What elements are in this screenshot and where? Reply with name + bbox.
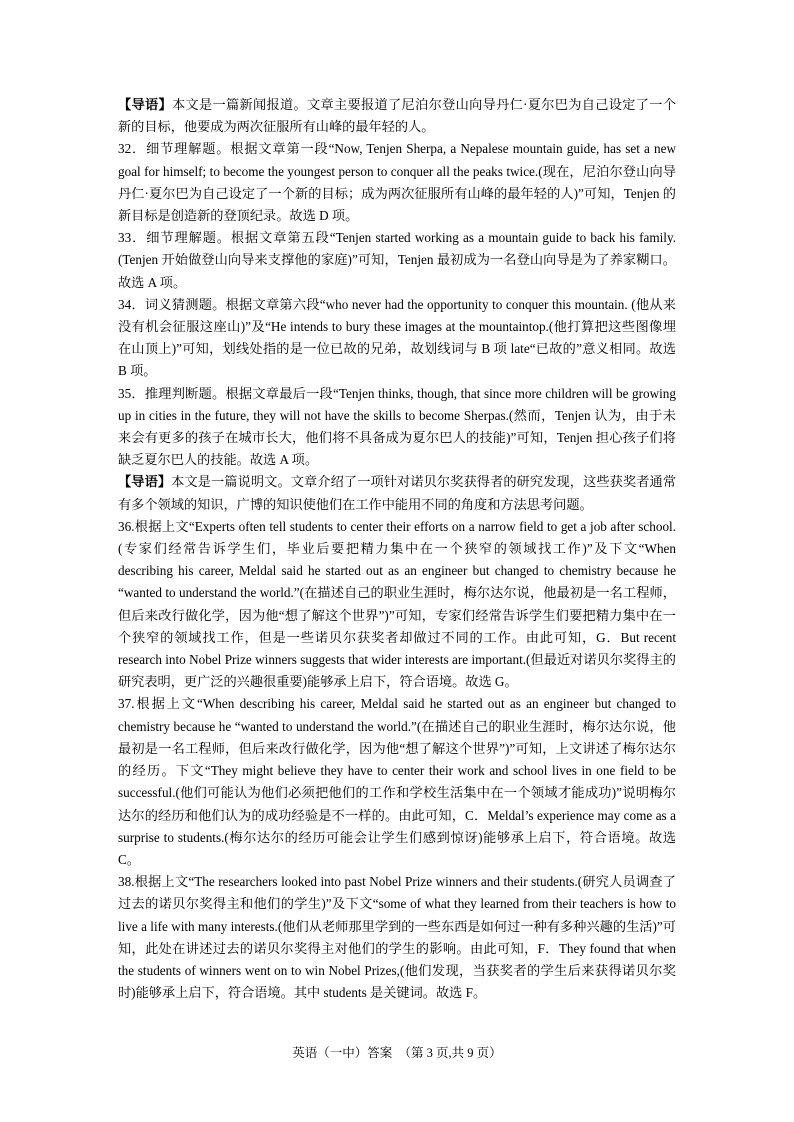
answer-text: 36.根据上文“Experts often tell students to center their efforts on a narrow field to get a job after school.(专家们经常告诉学生们，毕业后要把精力集中在一个狭窄的领域找工作)”及下文“When describing his career, Meldal said he started out as an engineer but changed to chemistry because he “wanted to understand the world.”(在描述自己的职业生涯时，梅尔达尔说，他最初是一名工程师，但后来改行做化学，因为他“想了解这个世界”)”可知，专家们经常告诉学生们要把精力集中在一个狭窄的领域找工作，但是一些诺贝尔获奖者却做过不同的工作。由此可知，G．But recent research into Nobel Prize winners suggests that wider interests are important.(但最近对诺贝尔奖得主的研究表明，更广泛的兴趣很重要)能够承上启下，符合语境。故选 G。	[118, 518, 676, 690]
answer-text: 37.根据上文“When describing his career, Meldal said he started out as an engineer but changed to chemistry because he “wanted to understand the world.”(在描述自己的职业生涯时，梅尔达尔说，他最初是一名工程师，但后来改行做化学，因为他“想了解这个世界”)”可知，上文讲述了梅尔达尔的经历。下文“They might believe they have to center their work and school lives in one field to be successful.(他们可能认为他们必须把他们的工作和学校生活集中在一个领域才能成功)”说明梅尔达尔的经历和他们认为的成功经验是不一样的。由此可知，C．Meldal’s experience may come as a surprise to students.(梅尔达尔的经历可能会让学生们感到惊讶)能够承上启下，符合语境。故选 C。	[118, 696, 676, 867]
answer-34	[118, 294, 676, 383]
page-footer: 英语（一中）答案 （第 3 页,共 9 页）	[292, 1046, 502, 1060]
intro-tag: 【导语】	[118, 474, 172, 490]
answer-text: 34．词义猜测题。根据文章第六段“who never had the opportunity to conquer this mountain. (他从来没有机会征服这座山)”及“He intends to bury these images at the mountaintop.(他打算把这些图像埋在山顶上)”可知，划线处指的是一位已故的兄弟，故划线词与 B 项 late“已故的”意义相同。故选 B 项。	[118, 296, 676, 379]
answer-37	[118, 693, 676, 871]
intro-tag: 【导语】	[118, 97, 173, 112]
answer-text: 38.根据上文“The researchers looked into past Nobel Prize winners and their students.(研究人员调查了过去的诺贝尔奖得主和他们的学生)”及下文“some of what they learned from their teachers is how to live a life with many interests.(他们从老师那里学到的一些东西是如何过一种有多种兴趣的生活)”可知，此处在讲述过去的诺贝尔奖得主对他们的学生的影响。由此可知，F．They found that when the students of winners went on to win Nobel Prizes,(他们发现，当获奖者的学生后来获得诺贝尔奖时)能够承上启下，符合语境。其中 students 是关键词。故选 F。	[118, 874, 676, 1001]
answer-33	[118, 227, 676, 294]
answer-text: 35．推理判断题。根据文章最后一段“Tenjen thinks, though, that since more children will be growing up in cities in the future, they will not have the skills to become Sherpas.(然而，Tenjen 认为，由于未来会有更多的孩子在城市长大，他们将不具备成为夏尔巴人的技能)”可知，Tenjen 担心孩子们将缺乏夏尔巴人的技能。故选 A 项。	[118, 385, 676, 468]
intro-paragraph-2	[118, 471, 676, 515]
intro-text: 本文是一篇新闻报道。文章主要报道了尼泊尔登山向导丹仁·夏尔巴为自己设定了一个新的目标，他要成为两次征服所有山峰的最年轻的人。	[118, 97, 677, 135]
answer-text: 32．细节理解题。根据文章第一段“Now, Tenjen Sherpa, a Nepalese mountain guide, has set a new goal for himself; to become the youngest person to conquer all the peaks twice.(现在，尼泊尔登山向导丹仁·夏尔巴为自己设定了一个新的目标；成为两次征服所有山峰的最年轻的人)”可知，Tenjen 的新目标是创造新的登顶纪录。故选 D 项。	[118, 141, 676, 224]
answer-38	[118, 871, 676, 1004]
answer-text: 33．细节理解题。根据文章第五段“Tenjen started working as a mountain guide to back his family.(Tenjen 开始做登山向导来支撑他的家庭)”可知，Tenjen 最初成为一名登山向导是为了养家糊口。故选 A 项。	[118, 230, 676, 290]
intro-paragraph-1	[118, 94, 676, 138]
answer-32	[118, 138, 676, 227]
answer-35	[118, 383, 676, 472]
answer-document	[118, 94, 676, 1004]
intro-text: 本文是一篇说明文。文章介绍了一项针对诺贝尔奖获得者的研究发现，这些获奖者通常有多个领域的知识，广博的知识使他们在工作中能用不同的角度和方法思考问题。	[118, 474, 677, 512]
answer-36	[118, 516, 676, 694]
